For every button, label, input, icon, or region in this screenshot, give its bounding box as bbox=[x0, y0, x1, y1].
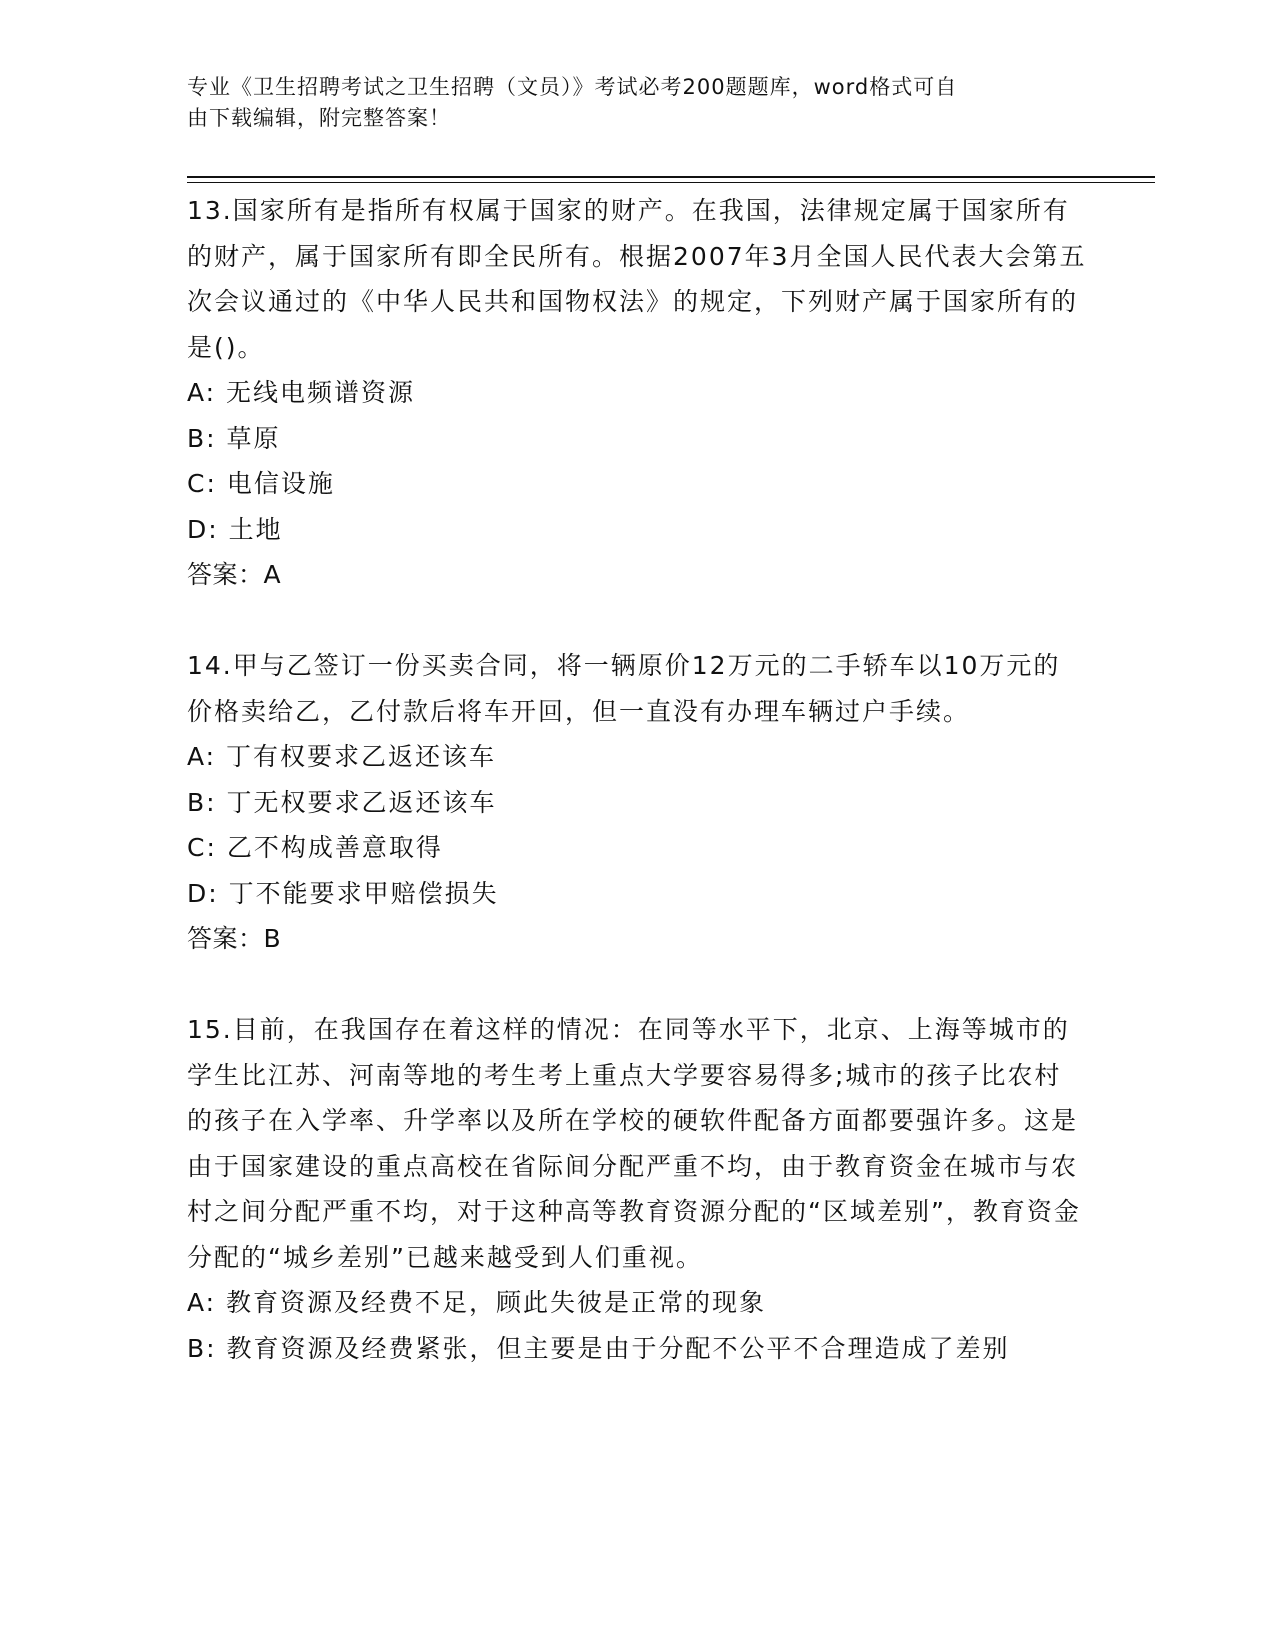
option-a: A: 无线电频谱资源 bbox=[187, 378, 416, 407]
question-text: 15.目前，在我国存在着这样的情况：在同等水平下，北京、上海等城市的学生比江苏、河南等地的考生考上重点大学要容易得多;城市的孩子比农村的孩子在入学率、升学率以及所在学校的硬软件配备方面都要强许多。这是由于国家建设的重点高校在省际间分配严重不均，由于教育资金在城市与农村之间分配严重不均，对于这种高等教育资源分配的“区域差别”，教育资金分配的“城乡差别”已越来越受到人们重视。 bbox=[187, 1015, 1081, 1272]
option-d: D: 土地 bbox=[187, 514, 283, 544]
option-b: B: 教育资源及经费紧张，但主要是由于分配不公平不合理造成了差别 bbox=[187, 1333, 1010, 1363]
question-text: 13.国家所有是指所有权属于国家的财产。在我国，法律规定属于国家所有的财产，属于国家所有即全民所有。根据2007年3月全国人民代表大会第五次会议通过的《中华人民共和国物权法》的规定，下列财产属于国家所有的是()。 bbox=[187, 196, 1087, 362]
question-text: 14.甲与乙签订一份买卖合同，将一辆原价12万元的二手轿车以10万元的价格卖给乙，乙付款后将车开回，但一直没有办理车辆过户手续。 bbox=[187, 651, 1061, 726]
option-c: C: 乙不构成善意取得 bbox=[187, 833, 443, 862]
option-c: C: 电信设施 bbox=[187, 469, 335, 498]
option-a: A: 教育资源及经费不足，顾此失彼是正常的现象 bbox=[187, 1288, 767, 1317]
question-list bbox=[187, 188, 1087, 1417]
answer: 答案：B bbox=[187, 924, 282, 953]
option-b: B: 丁无权要求乙返还该车 bbox=[187, 787, 497, 817]
header-divider-thin bbox=[187, 182, 1155, 183]
question-13 bbox=[187, 188, 1087, 598]
option-b: B: 草原 bbox=[187, 423, 281, 453]
header-line-1: 专业《卫生招聘考试之卫生招聘（文员）》考试必考200题题库，word格式可自 bbox=[187, 75, 958, 99]
option-d: D: 丁不能要求甲赔偿损失 bbox=[187, 878, 499, 908]
header-divider bbox=[187, 176, 1155, 178]
document-header bbox=[187, 72, 1067, 134]
option-a: A: 丁有权要求乙返还该车 bbox=[187, 742, 497, 771]
header-line-2: 由下载编辑，附完整答案！ bbox=[187, 106, 451, 130]
question-14 bbox=[187, 643, 1087, 962]
answer: 答案：A bbox=[187, 560, 282, 589]
question-15 bbox=[187, 1007, 1087, 1371]
